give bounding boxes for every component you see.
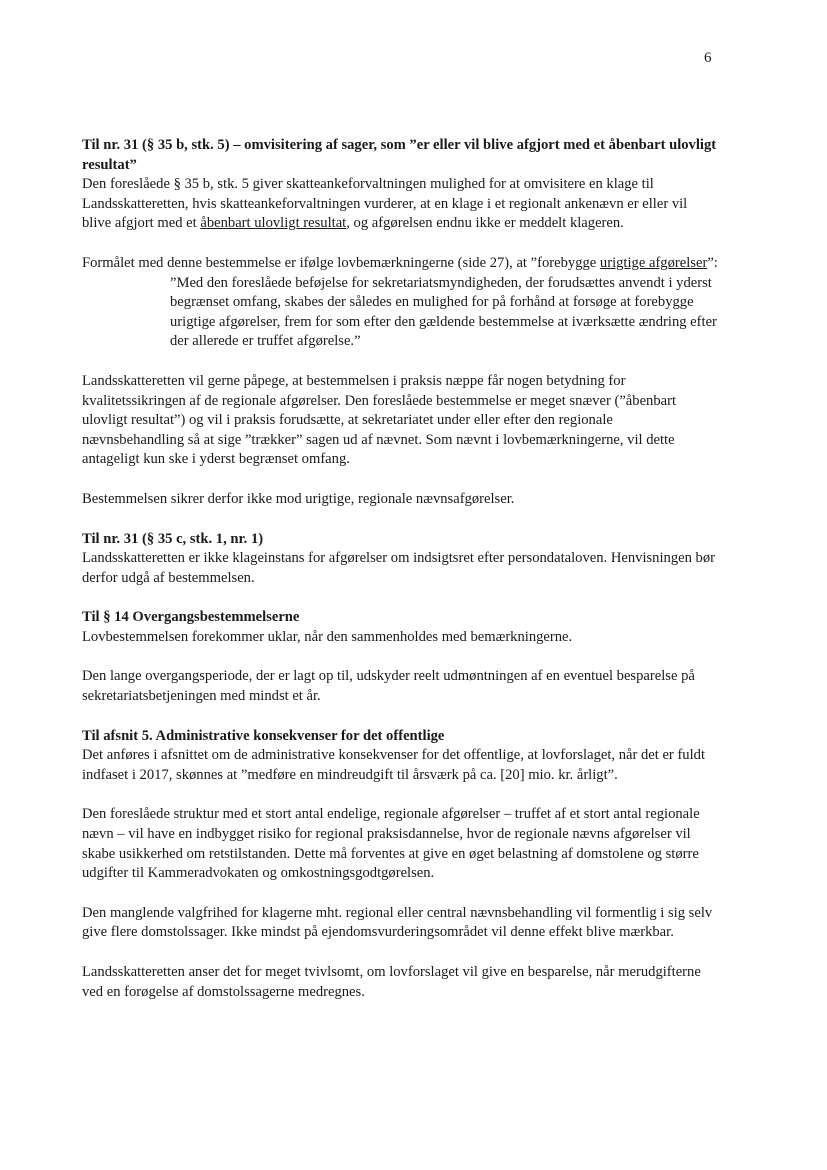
underlined-text: urigtige afgørelser (599, 254, 708, 271)
text: , og afgørelsen endnu ikke er meddelt klageren. (346, 215, 624, 232)
section-nr31-35b (82, 136, 718, 510)
page-number: 6 (704, 50, 712, 66)
paragraph: Landsskatteretten vil gerne påpege, at bestemmelsen i praksis næppe får nogen betydning for kvalitetssikringen af de regionale afgørelser. Den foreslåede bestemmelse er meget snæver (”åbenbart ulovligt resultat”) og vil i praksis forudsætte, at sekretariatet under eller efter den regionale nævnsbehandling så at sige ”trækker” sagen ud af nævnet. Som nævnt i lovbemærkningerne, vil dette antageligt kun ske i yderst begrænset omfang. (82, 372, 677, 468)
text: Formålet med denne bestemmelse er ifølge lovbemærkningerne (side 27), at ”forebygge (82, 254, 600, 271)
paragraph: Bestemmelsen sikrer derfor ikke mod urigtige, regionale nævnsafgørelser. (82, 490, 515, 507)
paragraph: Den lange overgangsperiode, der er lagt op til, udskyder reelt udmøntningen af en eventuel besparelse på sekretariatsbetjeningen med mindst et år. (82, 668, 695, 705)
block-quote: ”Med den foreslåede beføjelse for sekretariatsmyndigheden, der forudsættes anvendt i yderst begrænset omfang, skabes der således en mulighed for på forhånd at forsøge at forebygge urigtige afgørelser, frem for som efter den gældende bestemmelse at iværksætte ændring efter der allerede er truffet afgørelse.” (170, 274, 717, 350)
section-overgangsbestemmelser (82, 608, 718, 706)
section-nr31-35c (82, 530, 718, 589)
paragraph: Det anføres i afsnittet om de administrative konsekvenser for det offentlige, at lovforslaget, når det er fuldt indfaset i 2017, skønnes at ”medføre en mindreudgift til årsværk på ca. [20] mio. kr. årligt”. (82, 747, 706, 783)
underlined-text: åbenbart ulovligt resultat (200, 215, 347, 232)
paragraph: Landsskatteretten er ikke klageinstans for afgørelser om indsigtsret efter persondataloven. Henvisningen bør derfor udgå af bestemmelsen. (82, 550, 716, 586)
document-body (82, 136, 718, 1022)
paragraph (82, 175, 718, 234)
paragraph: Den foreslåede struktur med et stort antal endelige, regionale afgørelser – truffet af et stort antal regionale nævn – vil have en indbygget risiko for regional praksisdannelse, hvor de regionale nævns afgørelser vil skabe usikkerhed om retstilstanden. Dette må forventes at give en øget belastning af domstolene og større udgifter til Kammeradvokaten og omkostningsgodtgørelsen. (82, 806, 700, 882)
paragraph (82, 254, 718, 274)
paragraph: Landsskatteretten anser det for meget tvivlsomt, om lovforslaget vil give en besparelse, når merudgifterne ved en forøgelse af domstolssagerne medregnes. (82, 964, 701, 1000)
section-heading: Til afsnit 5. Administrative konsekvenser for det offentlige (82, 727, 445, 744)
text: Den foreslåede § 35 b, stk. 5 giver skatteankeforvaltningen mulighed for at omvisitere en klage til Landsskatteretten, hvis skatteankeforvaltningen vurderer, at en klage i et regionalt ankenævn er eller vil blive afgjort med et (82, 176, 688, 232)
paragraph: Den manglende valgfrihed for klagerne mht. regional eller central nævnsbehandling vil formentlig i sig selv give flere domstolssager. Ikke mindst på ejendomsvurderingsområdet vil denne effekt blive mærkbar. (82, 904, 713, 941)
section-heading: Til nr. 31 (§ 35 b, stk. 5) – omvisitering af sager, som ”er eller vil blive afgjort med et åbenbart ulovligt resultat” (82, 137, 717, 173)
paragraph: Lovbestemmelsen forekommer uklar, når den sammenholdes med bemærkningerne. (82, 628, 573, 645)
text: ”: (707, 254, 718, 271)
section-heading: Til nr. 31 (§ 35 c, stk. 1, nr. 1) (82, 530, 264, 547)
section-administrative-konsekvenser (82, 727, 718, 1003)
section-heading: Til § 14 Overgangsbestemmelserne (82, 609, 300, 626)
